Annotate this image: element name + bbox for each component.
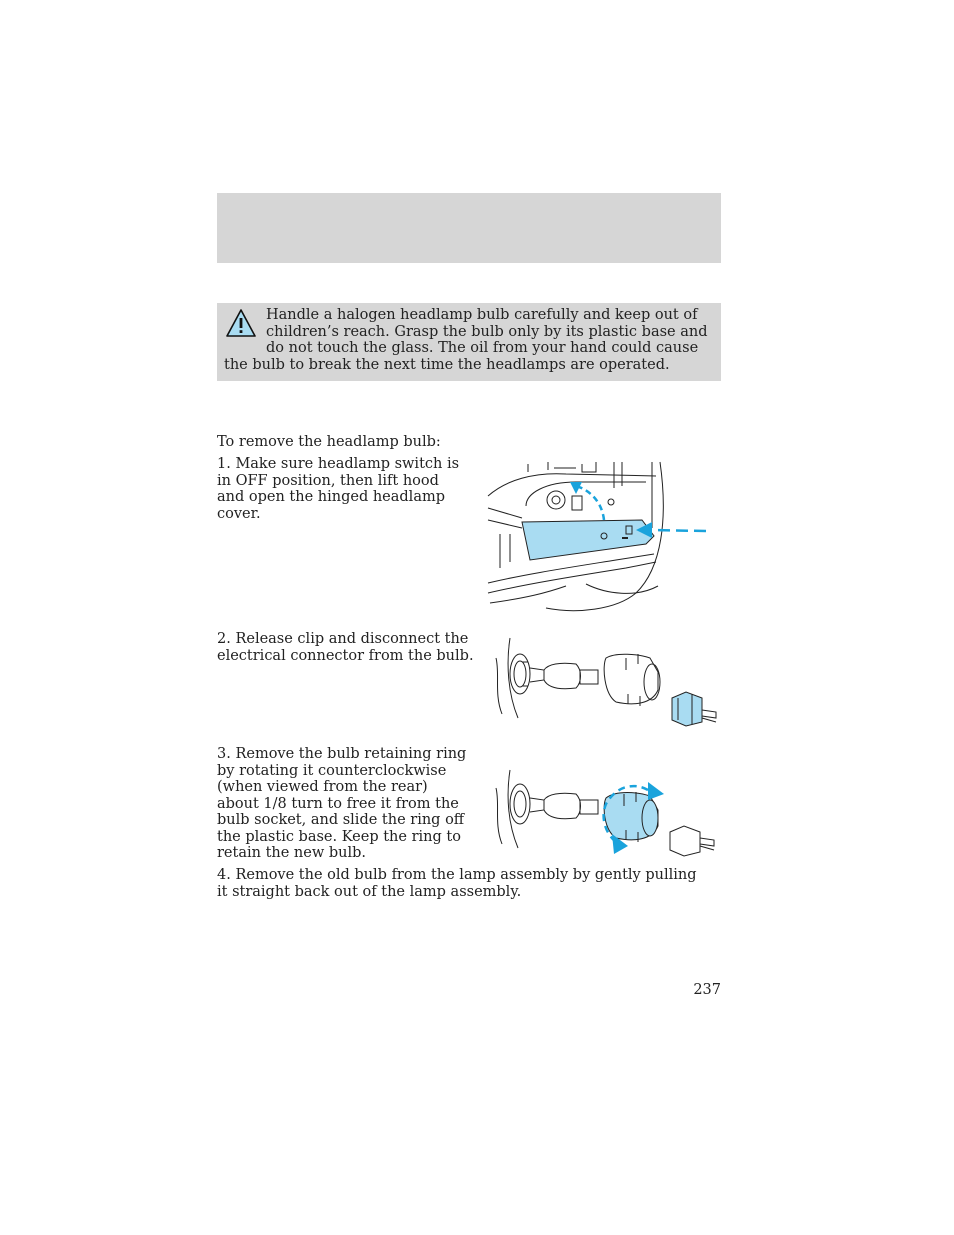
step-3-text: 3. Remove the bulb retaining ring by rotating it counterclockwise (when viewed from the rear) about 1/8 turn to free it from the bulb socket, and slide the ring off the plastic base. Keep the ring to retain the new bulb. — [217, 746, 467, 861]
page-number: 237 — [693, 982, 721, 998]
connector-disconnect-illustration — [488, 634, 720, 734]
step-4-text: 4. Remove the old bulb from the lamp assembly by gently pulling it straight back out of the lamp assembly. — [217, 867, 697, 900]
connector-highlight — [672, 692, 702, 726]
headlamp-cover-illustration — [486, 458, 710, 618]
push-arrow-icon — [648, 530, 706, 531]
step-2-text: 2. Release clip and disconnect the electrical connector from the bulb. — [217, 631, 474, 664]
warning-text-block — [224, 307, 708, 373]
headlamp-cover-highlight — [522, 520, 654, 560]
intro-text: To remove the headlamp bulb: — [217, 434, 441, 450]
step-1-text: 1. Make sure headlamp switch is in OFF position, then lift hood and open the hinged headlamp cover. — [217, 456, 460, 522]
lift-arrow-icon — [576, 486, 604, 520]
warning-text: Handle a halogen headlamp bulb carefully and keep out of children’s reach. Grasp the bulb only by its plastic base and do not touch the glass. The oil from your hand could cause the bulb to break the next time the headlamps are operated. — [224, 307, 708, 373]
retaining-ring-illustration — [488, 768, 720, 864]
section-header-band — [217, 193, 721, 263]
warning-box — [217, 303, 721, 381]
